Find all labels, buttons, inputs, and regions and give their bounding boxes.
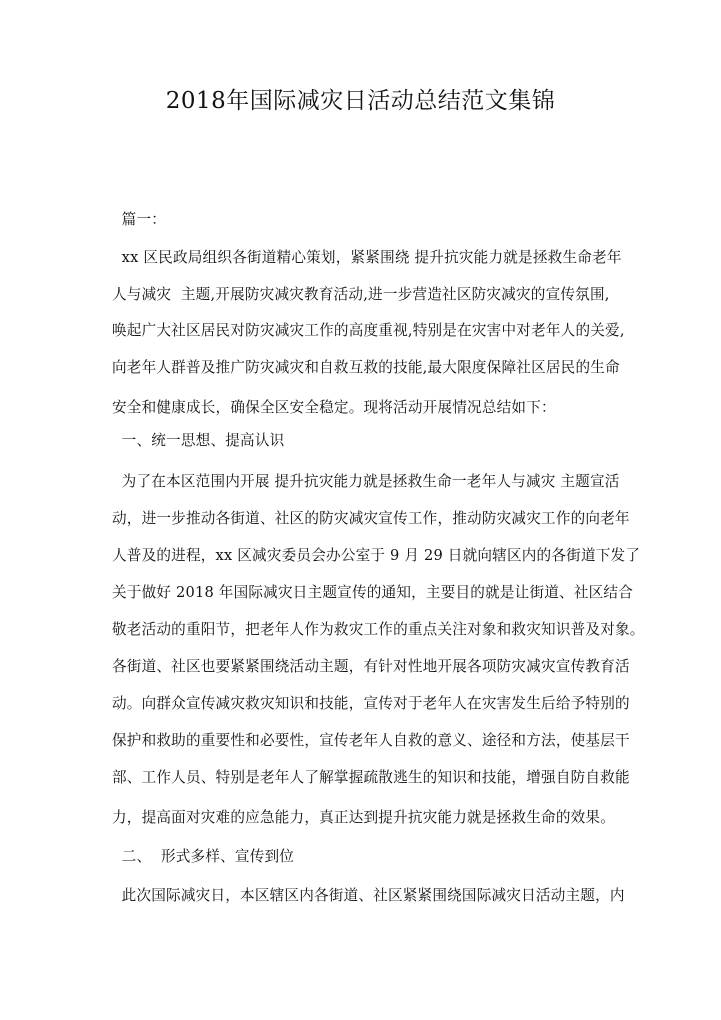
body-line: 动，进一步推动各街道、社区的防灾减灾宣传工作，推动防灾减灾工作的向老年 <box>112 510 630 527</box>
body-line: 此次国际减灾日，本区辖区内各街道、社区紧紧围绕国际减灾日活动主题，内 <box>112 887 625 904</box>
section-heading: 二、 形式多样、宣传到位 <box>112 848 295 865</box>
body-line: 安全和健康成长，确保全区安全稳定。现将活动开展情况总结如下： <box>112 399 556 416</box>
section-heading: 一、统一思想、提高认识 <box>112 432 285 449</box>
body-line: 篇一： <box>112 211 167 228</box>
document-title: 2018年国际减灾日活动总结范文集锦 <box>165 88 556 114</box>
body-line: xx 区民政局组织各街道精心策划，紧紧围绕 提升抗灾能力就是拯救生命老年 <box>112 249 622 266</box>
body-line: 人普及的进程，xx 区减灾委员会办公室于 9 月 29 日就向辖区内的各街道下发了 <box>112 547 641 564</box>
body-line: 向老年人群普及推广防灾减灾和自救互救的技能,最大限度保障社区居民的生命 <box>112 359 620 376</box>
body-line: 为了在本区范围内开展 提升抗灾能力就是拯救生命一老年人与减灾 主题宣活 <box>112 473 620 490</box>
body-line: 关于做好 2018 年国际减灾日主题宣传的通知，主要目的就是让街道、社区结合 <box>112 584 634 601</box>
body-line: 保护和救助的重要性和必要性，宣传老年人自救的意义、途径和方法，使基层干 <box>112 732 630 749</box>
body-line: 动。向群众宣传减灾救灾知识和技能，宣传对于老年人在灾害发生后给予特别的 <box>112 695 630 712</box>
body-line: 敬老活动的重阳节，把老年人作为救灾工作的重点关注对象和救灾知识普及对象。 <box>112 621 645 638</box>
body-line: 人与减灾 主题,开展防灾减灾教育活动,进一步营造社区防灾减灾的宣传氛围, <box>112 286 610 303</box>
body-line: 唤起广大社区居民对防灾减灾工作的高度重视,特别是在灾害中对老年人的关爱, <box>112 322 625 339</box>
body-line: 各街道、社区也要紧紧围绕活动主题，有针对性地开展各项防灾减灾宣传教育活 <box>112 658 630 675</box>
body-line: 力，提高面对灾难的应急能力，真正达到提升抗灾能力就是拯救生命的效果。 <box>112 809 615 826</box>
body-line: 部、工作人员、特别是老年人了解掌握疏散逃生的知识和技能，增强自防自救能 <box>112 769 630 786</box>
